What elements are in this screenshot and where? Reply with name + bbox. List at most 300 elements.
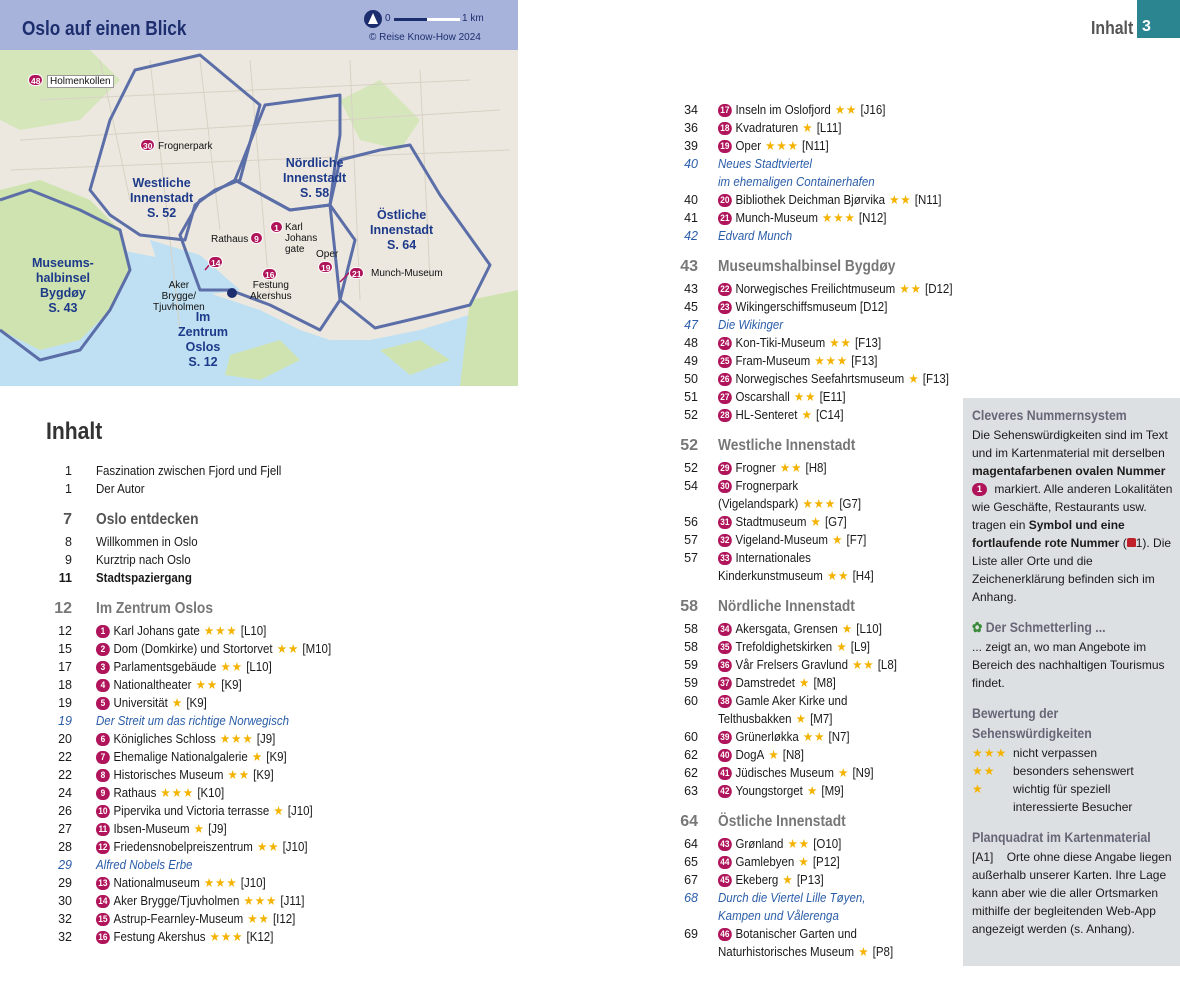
- toc-label: Dom (Domkirke) und Stortorvet: [113, 642, 273, 656]
- toc-page-number: 7: [63, 511, 72, 528]
- sight-number-badge: 21: [718, 212, 732, 225]
- sight-number-badge: 39: [718, 731, 732, 744]
- toc-entry-text: [718, 256, 895, 278]
- toc-page-number: 67: [684, 873, 698, 887]
- map-badge-frognerpark: 30: [140, 139, 155, 151]
- toc-entry-text: [718, 531, 866, 549]
- toc-entry-text: [718, 370, 949, 388]
- rating-legend: [972, 744, 1174, 816]
- toc-page-number: 52: [684, 408, 698, 422]
- star-rating: ★: [247, 750, 264, 764]
- grid-reference: [M7]: [806, 712, 833, 726]
- toc-entry-text: [718, 406, 844, 424]
- toc-entry-text: [718, 943, 893, 961]
- numbering-info: Cleveres Nummernsystem Die Sehenswürdigkeiten sind im Text und im Kartenmaterial mit derselben magentafarbenen ovalen Nummer 1 markiert. Alle anderen Lokalitäten wie Geschäfte, Restaurants usw. tragen ein Symbol und eine fortlaufende rote Nummer ( 1). Die Liste aller Orte und die Zeichenerklärung befinden sich im Anhang.: [972, 407, 1173, 604]
- toc-entry-text: [96, 748, 287, 766]
- sight-number-badge: 36: [718, 659, 732, 672]
- grid-reference: [K9]: [183, 696, 207, 710]
- butterfly-icon: ✿: [972, 619, 983, 635]
- lock-icon: [1127, 538, 1136, 547]
- sight-number-badge: 40: [718, 749, 732, 762]
- star-rating: ★: [764, 748, 780, 762]
- toc-entry-text: [96, 509, 198, 531]
- toc-page-number: 60: [684, 730, 698, 744]
- toc-label: Historisches Museum: [113, 768, 224, 782]
- star-rating: ★: [798, 121, 814, 135]
- star-rating: ★: [189, 822, 205, 836]
- toc-label: Bibliothek Deichman Bjørvika: [735, 193, 886, 207]
- sight-number-badge: 3: [96, 661, 110, 674]
- toc-page-number: 58: [684, 640, 698, 654]
- rating-stars: ★: [972, 782, 984, 796]
- toc-page-number: 57: [684, 551, 698, 565]
- toc-label: Königliches Schloss: [113, 732, 216, 746]
- rating-stars: ★★★: [972, 746, 1008, 760]
- sight-number-badge: 2: [96, 643, 110, 656]
- numbering-bold-2: Symbol und eine fortlaufende rote Nummer: [972, 518, 1125, 550]
- page-header-title: Inhalt: [1091, 18, 1134, 38]
- toc-label: Nationaltheater: [113, 678, 192, 692]
- butterfly-info: [972, 618, 1174, 692]
- star-rating: ★: [794, 855, 810, 869]
- toc-label: Stadtspaziergang: [96, 571, 192, 585]
- sight-number-badge: 29: [718, 462, 732, 475]
- toc-entry-text: [96, 676, 242, 694]
- district-noerdliche-innenstadt[interactable]: Nördliche Innenstadt S. 58: [283, 156, 347, 200]
- toc-label: Gamlebyen: [735, 855, 795, 869]
- toc-label: Munch-Museum: [735, 211, 818, 225]
- sight-number-badge: 34: [718, 623, 732, 636]
- toc-page-number: 54: [684, 479, 698, 493]
- toc-page-number: 69: [684, 927, 698, 941]
- grid-reference: [K12]: [243, 930, 274, 944]
- grid-reference: [F13]: [851, 336, 882, 350]
- toc-page-number: 45: [684, 300, 698, 314]
- toc-entry-text: [718, 835, 841, 853]
- sight-number-badge: 31: [718, 516, 732, 529]
- sight-number-badge: 8: [96, 769, 110, 782]
- toc-label: Museumshalbinsel Bygdøy: [718, 258, 896, 275]
- map-badge-holmenkollen: 48: [28, 74, 43, 86]
- toc-label: Kampen und Vålerenga: [718, 909, 839, 923]
- toc-page-number: 26: [58, 804, 72, 818]
- toc-page-number: 42: [684, 229, 698, 243]
- star-rating: ★★★: [239, 894, 278, 908]
- toc-page-number: 62: [684, 748, 698, 762]
- toc-entry-text: [96, 598, 213, 620]
- toc-label: (Vigelandspark): [718, 497, 799, 511]
- toc-entry-text: [718, 513, 847, 531]
- star-rating: ★: [269, 804, 285, 818]
- toc-label: Ehemalige Nationalgalerie: [113, 750, 248, 764]
- grid-reference: [L10]: [242, 660, 272, 674]
- star-rating: ★: [806, 515, 822, 529]
- page-number: 3: [1137, 0, 1180, 38]
- toc-entry-text: [718, 811, 846, 833]
- map-canvas: [0, 0, 518, 386]
- scale-end-label: 1 km: [462, 13, 484, 24]
- toc-label: Damstredet: [735, 676, 795, 690]
- toc-label: Kinderkunstmuseum: [718, 569, 823, 583]
- toc-label: Alfred Nobels Erbe: [96, 858, 193, 872]
- toc-page-number: 20: [58, 732, 72, 746]
- star-rating: ★★★: [205, 930, 244, 944]
- toc-label: Norwegisches Freilichtmuseum: [735, 282, 896, 296]
- sight-number-badge: 4: [96, 679, 110, 692]
- toc-entry-text: [718, 352, 877, 370]
- grid-reference: [K9]: [249, 768, 274, 782]
- toc-entry-text: [718, 656, 897, 674]
- toc-label: Kon-Tiki-Museum: [735, 336, 826, 350]
- toc-page-number: 24: [58, 786, 72, 800]
- star-rating: ★★: [252, 840, 280, 854]
- star-rating: ★★★: [215, 732, 254, 746]
- toc-entry-text: [96, 533, 198, 551]
- map-title: Oslo auf einen Blick: [22, 18, 187, 40]
- toc-page-number: 51: [684, 390, 698, 404]
- map-badge-munch-museum: 21: [349, 267, 364, 279]
- toc-entry-text: [96, 802, 313, 820]
- toc-label: Pipervika und Victoria terrasse: [113, 804, 270, 818]
- toc-entry-text: [718, 495, 861, 513]
- sight-number-badge: 42: [718, 785, 732, 798]
- toc-page-number: 12: [54, 600, 72, 617]
- sight-number-badge: 25: [718, 355, 732, 368]
- star-rating: ★★★: [761, 139, 799, 153]
- toc-title: Inhalt: [46, 418, 103, 445]
- toc-label: Aker Brygge/Tjuvholmen: [113, 894, 240, 908]
- grid-reference: [L8]: [874, 658, 897, 672]
- toc-page-number: 58: [684, 622, 698, 636]
- rating-heading-1: Bewertung der: [972, 705, 1059, 721]
- grid-reference: [E11]: [816, 390, 846, 404]
- grid-reference: [D12]: [856, 300, 888, 314]
- star-rating: ★★: [830, 103, 858, 117]
- star-rating: ★★: [789, 390, 817, 404]
- toc-entry-text: [718, 907, 839, 925]
- toc-page-number: 9: [65, 553, 72, 567]
- grid-reference: [F13]: [919, 372, 949, 386]
- toc-entry-text: [718, 388, 846, 406]
- toc-entry-text: [718, 638, 870, 656]
- toc-page-number: 57: [684, 533, 698, 547]
- map-badge-festung-akershus: 16: [262, 268, 277, 280]
- grid-reference: [F13]: [848, 354, 878, 368]
- rating-text: wichtig für speziell: [1013, 782, 1111, 796]
- toc-page-number: 50: [684, 372, 698, 386]
- rating-text: interessierte Besucher: [1013, 800, 1133, 814]
- toc-entry-text: [718, 549, 811, 567]
- toc-page-number: 63: [684, 784, 698, 798]
- rating-stars: [972, 798, 1013, 816]
- toc-entry-text: [718, 889, 865, 907]
- lock-number: 1: [1135, 536, 1143, 550]
- numbering-text-2: markiert. Alle anderen Lokalitäten wie Geschäfte, Restaurants usw. tragen ein: [972, 482, 1173, 532]
- grid-info: [972, 828, 1174, 938]
- toc-label: Die Wikinger: [718, 318, 784, 332]
- toc-entry-text: [96, 569, 192, 587]
- sight-number-badge: 12: [96, 841, 110, 854]
- grid-reference: [J10]: [279, 840, 308, 854]
- toc-label: Im Zentrum Oslos: [96, 600, 213, 617]
- toc-entry-text: [96, 838, 308, 856]
- rating-text: nicht verpassen: [1013, 746, 1098, 760]
- sight-number-badge: 23: [718, 301, 732, 314]
- map-label-oper: Oper: [316, 249, 339, 260]
- grid-text-1: Orte ohne diese Angabe: [1006, 850, 1137, 864]
- star-rating: ★★★: [199, 876, 238, 890]
- north-arrow-icon: [364, 10, 382, 28]
- butterfly-text: ... zeigt an, wo man Angebote im Bereich des nachhaltigen Tourismus findet.: [972, 640, 1165, 690]
- toc-label: Kvadraturen: [735, 121, 799, 135]
- toc-label: Der Streit um das richtige Norwegisch: [96, 714, 290, 728]
- toc-page-number: 28: [58, 840, 72, 854]
- toc-entry-text: [718, 173, 875, 191]
- toc-page-number: 60: [684, 694, 698, 708]
- toc-page-number: 52: [684, 461, 698, 475]
- toc-page-number: 62: [684, 766, 698, 780]
- toc-label: Wikingerschiffsmuseum: [735, 300, 857, 314]
- toc-page-number: 32: [58, 912, 72, 926]
- toc-page-number: 19: [58, 714, 72, 728]
- sight-number-badge: 1: [96, 625, 110, 638]
- sight-number-badge: 41: [718, 767, 732, 780]
- district-museumshalbinsel[interactable]: Museums- halbinsel Bygdøy S. 43: [32, 256, 94, 315]
- toc-page-number: 19: [58, 696, 72, 710]
- toc-page-number: 68: [684, 891, 698, 905]
- toc-page-number: 49: [684, 354, 698, 368]
- grid-reference: [N9]: [849, 766, 874, 780]
- numbering-text-3: ). Die Liste aller Orte und die Zeichenerklärung befinden sich im Anhang.: [972, 536, 1172, 604]
- toc-label: Oslo entdecken: [96, 511, 199, 528]
- star-rating: ★★: [885, 193, 912, 207]
- grid-reference: [J11]: [277, 894, 305, 908]
- map-label-rathaus: Rathaus: [211, 234, 249, 245]
- toc-page-number: 22: [58, 768, 72, 782]
- toc-entry-text: [718, 101, 885, 119]
- toc-label: Neues Stadtviertel: [718, 157, 812, 171]
- star-rating: ★★: [191, 678, 219, 692]
- toc-label: Naturhistorisches Museum: [718, 945, 855, 959]
- toc-page-number: 8: [65, 535, 72, 549]
- star-rating: ★★: [775, 461, 803, 475]
- toc-label: Grünerløkka: [735, 730, 799, 744]
- toc-page-number: 40: [684, 157, 698, 171]
- toc-label: Rathaus: [113, 786, 157, 800]
- toc-label: Vigeland-Museum: [735, 533, 828, 547]
- grid-reference: [L10]: [237, 624, 267, 638]
- grid-reference: [K10]: [194, 786, 225, 800]
- grid-reference: [K9]: [263, 750, 287, 764]
- district-oestliche-innenstadt[interactable]: Östliche Innenstadt S. 64: [370, 208, 434, 252]
- toc-page-number: 18: [58, 678, 72, 692]
- sight-number-badge: 10: [96, 805, 110, 818]
- grid-reference: [L11]: [813, 121, 842, 135]
- grid-code: [A1]: [972, 850, 994, 864]
- toc-entry-text: [718, 596, 855, 618]
- scale-zero-label: 0: [385, 13, 391, 24]
- info-sidebar: [963, 398, 1180, 966]
- toc-page-number: 56: [684, 515, 698, 529]
- toc-page-number: 43: [684, 282, 698, 296]
- toc-label: Trefoldighetskirken: [735, 640, 833, 654]
- sight-number-badge: 11: [96, 823, 110, 836]
- grid-heading: Planquadrat im Kartenmaterial: [972, 829, 1151, 845]
- toc-label: DogA: [735, 748, 765, 762]
- numbering-text-1: Die Sehenswürdigkeiten sind im Text und im Kartenmaterial mit derselben: [972, 428, 1168, 460]
- toc-entry-text: [96, 766, 274, 784]
- toc-entry-text: [718, 567, 874, 585]
- toc-page-number: 27: [58, 822, 72, 836]
- toc-entry-text: [718, 871, 824, 889]
- toc-page-number: 29: [58, 858, 72, 872]
- toc-entry-text: [718, 137, 829, 155]
- grid-reference: [C14]: [812, 408, 844, 422]
- sight-number-badge: 45: [718, 874, 732, 887]
- grid-reference: [F7]: [843, 533, 867, 547]
- toc-entry-text: [718, 435, 855, 457]
- toc-entry-text: [718, 280, 953, 298]
- toc-page-number: 15: [58, 642, 72, 656]
- map-badge-rathaus: 9: [250, 232, 263, 244]
- sight-number-badge: 33: [718, 552, 732, 565]
- toc-entry-text: [718, 782, 844, 800]
- toc-page-number: 64: [680, 813, 698, 830]
- rating-stars: ★★: [972, 764, 996, 778]
- district-zentrum[interactable]: Im Zentrum Oslos S. 12: [178, 310, 228, 369]
- sight-number-badge: 5: [96, 697, 110, 710]
- sight-number-badge: 15: [96, 913, 110, 926]
- toc-label: Der Autor: [96, 482, 145, 496]
- toc-label: Fram-Museum: [735, 354, 811, 368]
- star-rating: ★: [854, 945, 870, 959]
- toc-entry-text: [718, 227, 792, 245]
- star-rating: ★: [827, 533, 844, 547]
- star-rating: ★★★: [199, 624, 238, 638]
- grid-reference: [J9]: [204, 822, 227, 836]
- toc-label: Oper: [735, 139, 762, 153]
- rating-heading-2: Sehenswürdigkeiten: [972, 725, 1092, 741]
- toc-entry-text: [96, 640, 331, 658]
- butterfly-heading: Der Schmetterling ...: [985, 619, 1106, 635]
- toc-entry-text: [718, 925, 857, 943]
- star-rating: ★★: [216, 660, 243, 674]
- star-rating: ★★★: [798, 497, 837, 511]
- toc-label: Nördliche Innenstadt: [718, 598, 855, 615]
- star-rating: ★: [832, 640, 848, 654]
- toc-label: Ekeberg: [735, 873, 779, 887]
- map-label-festung-akershus: Festung Akershus: [250, 280, 292, 302]
- toc-page-number: 48: [684, 336, 698, 350]
- toc-page-number: 64: [684, 837, 698, 851]
- grid-text-2: liegen außerhalb unserer Karten. Ihre Lage kann aber wie die aller Ortsmarken mithilfe der begleitenden Web-App angezeigt werden (s. Anhang).: [972, 850, 1172, 936]
- numbering-badge: 1: [972, 483, 987, 496]
- grid-reference: [O10]: [810, 837, 842, 851]
- grid-reference: [L10]: [853, 622, 882, 636]
- toc-label: Vår Frelsers Gravlund: [735, 658, 848, 672]
- toc-label: Oscarshall: [735, 390, 790, 404]
- star-rating: ★★: [895, 282, 922, 296]
- toc-label: Grønland: [735, 837, 784, 851]
- star-rating: ★★: [243, 912, 270, 926]
- grid-reference: [J9]: [253, 732, 276, 746]
- grid-reference: [I12]: [269, 912, 296, 926]
- grid-reference: [M8]: [810, 676, 836, 690]
- toc-label: Telthusbakken: [718, 712, 792, 726]
- toc-entry-text: [718, 191, 941, 209]
- district-westliche-innenstadt[interactable]: Westliche Innenstadt S. 52: [130, 176, 194, 220]
- toc-page-number: 39: [684, 139, 698, 153]
- toc-label: Jüdisches Museum: [735, 766, 834, 780]
- toc-page-number: 59: [684, 676, 698, 690]
- map-copyright: © Reise Know-How 2024: [369, 32, 481, 43]
- toc-label: Inseln im Oslofjord: [735, 103, 831, 117]
- sight-number-badge: 16: [96, 931, 110, 944]
- toc-page-number: 34: [684, 103, 698, 117]
- toc-page-number: 11: [58, 571, 72, 585]
- toc-label: Norwegisches Seefahrtsmuseum: [735, 372, 905, 386]
- toc-page-number: 30: [58, 894, 72, 908]
- toc-entry-text: [96, 820, 227, 838]
- toc-label: Universität: [113, 696, 168, 710]
- map-label-munch-museum: Munch-Museum: [371, 268, 443, 279]
- grid-reference: [H4]: [849, 569, 874, 583]
- toc-label: Faszination zwischen Fjord und Fjell: [96, 464, 282, 478]
- map-header: [0, 0, 518, 50]
- toc-entry-text: [718, 316, 783, 334]
- star-rating: ★★: [783, 837, 810, 851]
- overview-map: [0, 0, 518, 386]
- sight-number-badge: 7: [96, 751, 110, 764]
- star-rating: ★★★: [810, 354, 849, 368]
- star-rating: ★: [802, 784, 819, 798]
- toc-label: Frognerpark: [735, 479, 799, 493]
- toc-entry-text: [718, 674, 836, 692]
- toc-page-number: 22: [58, 750, 72, 764]
- toc-entry-text: [96, 551, 191, 569]
- toc-label: Durch die Viertel Lille Tøyen,: [718, 891, 866, 905]
- toc-label: Gamle Aker Kirke und: [735, 694, 848, 708]
- grid-reference: [G7]: [821, 515, 847, 529]
- sight-number-badge: 17: [718, 104, 732, 117]
- toc-page-number: 36: [684, 121, 698, 135]
- toc-page-number: 40: [684, 193, 698, 207]
- toc-label: Parlamentsgebäude: [113, 660, 217, 674]
- grid-reference: [N7]: [825, 730, 850, 744]
- toc-page-number: 32: [58, 930, 72, 944]
- toc-label: HL-Senteret: [735, 408, 798, 422]
- sight-number-badge: 37: [718, 677, 732, 690]
- star-rating: ★★: [223, 768, 250, 782]
- toc-entry-text: [96, 462, 281, 480]
- toc-entry-text: [718, 746, 804, 764]
- toc-label: Karl Johans gate: [113, 624, 200, 638]
- toc-label: Willkommen in Oslo: [96, 535, 198, 549]
- toc-page-number: 41: [684, 211, 698, 225]
- grid-reference: [N11]: [911, 193, 942, 207]
- grid-reference: [M9]: [818, 784, 844, 798]
- sight-number-badge: 26: [718, 373, 732, 386]
- star-rating: ★★: [847, 658, 875, 672]
- toc-page-number: 65: [684, 855, 698, 869]
- grid-reference: [N12]: [855, 211, 887, 225]
- toc-label: Ibsen-Museum: [113, 822, 190, 836]
- sight-number-badge: 35: [718, 641, 732, 654]
- sight-number-badge: 13: [96, 877, 110, 890]
- toc-page-number: 29: [58, 876, 72, 890]
- toc-label: Akersgata, Grensen: [735, 622, 838, 636]
- star-rating: ★: [794, 676, 811, 690]
